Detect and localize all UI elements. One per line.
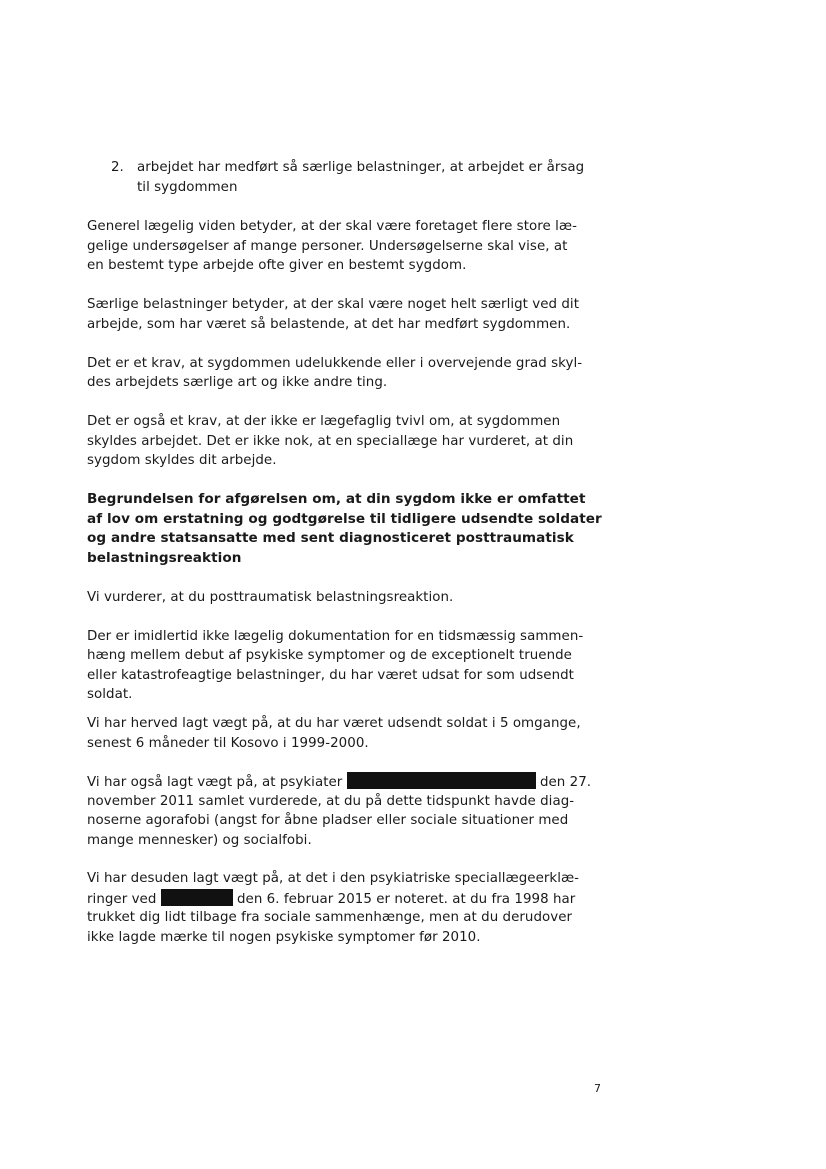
- paragraph-line: november 2011 samlet vurderede, at du på dette tidspunkt havde diag-: [87, 794, 575, 809]
- section-heading: af lov om erstatning og godtgørelse til tidligere udsendte soldater: [87, 511, 602, 527]
- paragraph-line: des arbejdets særlige art og ikke andre ting.: [87, 375, 388, 390]
- paragraph-line: trukket dig lidt tilbage fra sociale sammenhænge, men at du derudover: [87, 910, 573, 925]
- paragraph-line: gelige undersøgelser af mange personer. Undersøgelserne skal vise, at: [87, 239, 568, 254]
- paragraph-line: Vi har herved lagt vægt på, at du har været udsendt soldat i 5 omgange,: [87, 716, 581, 731]
- paragraph-line: eller katastrofeagtige belastninger, du har været udsat for som udsendt: [87, 668, 574, 683]
- section-heading: Begrundelsen for afgørelsen om, at din sygdom ikke er omfattet: [87, 491, 586, 507]
- redaction-bar: [347, 772, 536, 789]
- list-item-text: til sygdommen: [137, 180, 238, 195]
- paragraph-line: Vi har desuden lagt vægt på, at det i den psykiatriske speciallægeerklæ-: [87, 871, 580, 886]
- paragraph-line: senest 6 måneder til Kosovo i 1999-2000.: [87, 736, 369, 751]
- paragraph-line: Det er et krav, at sygdommen udelukkende eller i overvejende grad skyl-: [87, 356, 583, 371]
- paragraph-line: Særlige belastninger betyder, at der skal være noget helt særligt ved dit: [87, 297, 580, 312]
- paragraph-line: Vi har også lagt vægt på, at psykiater den 27.: [87, 772, 591, 793]
- page-number: 7: [594, 1082, 601, 1095]
- paragraph-line: soldat.: [87, 687, 133, 702]
- paragraph-line: ringer ved den 6. februar 2015 er noteret. at du fra 1998 har: [87, 889, 575, 910]
- paragraph-line: hæng mellem debut af psykiske symptomer og de exceptionelt truende: [87, 648, 572, 663]
- list-item-text: arbejdet har medført så særlige belastninger, at arbejdet er årsag: [137, 160, 585, 175]
- section-heading: belastningsreaktion: [87, 550, 242, 566]
- redaction-bar: [161, 889, 233, 906]
- paragraph-line: noserne agorafobi (angst for åbne pladser eller sociale situationer med: [87, 813, 569, 828]
- paragraph-line: arbejde, som har været så belastende, at det har medført sygdommen.: [87, 317, 571, 332]
- paragraph-line: ikke lagde mærke til nogen psykiske symptomer før 2010.: [87, 930, 481, 945]
- paragraph-line: en bestemt type arbejde ofte giver en bestemt sygdom.: [87, 258, 467, 273]
- paragraph-line: Det er også et krav, at der ikke er lægefaglig tvivl om, at sygdommen: [87, 414, 561, 429]
- paragraph-line: sygdom skyldes dit arbejde.: [87, 453, 277, 468]
- paragraph-line: Vi vurderer, at du posttraumatisk belastningsreaktion.: [87, 590, 454, 605]
- section-heading: og andre statsansatte med sent diagnosticeret posttraumatisk: [87, 530, 574, 546]
- paragraph-line: Generel lægelig viden betyder, at der skal være foretaget flere store læ-: [87, 219, 577, 234]
- paragraph-line: mange mennesker) og socialfobi.: [87, 833, 312, 848]
- paragraph-line: Der er imidlertid ikke lægelig dokumentation for en tidsmæssig sammen-: [87, 629, 584, 644]
- paragraph-line: skyldes arbejdet. Det er ikke nok, at en speciallæge har vurderet, at din: [87, 434, 574, 449]
- list-item-number: 2.: [111, 160, 124, 175]
